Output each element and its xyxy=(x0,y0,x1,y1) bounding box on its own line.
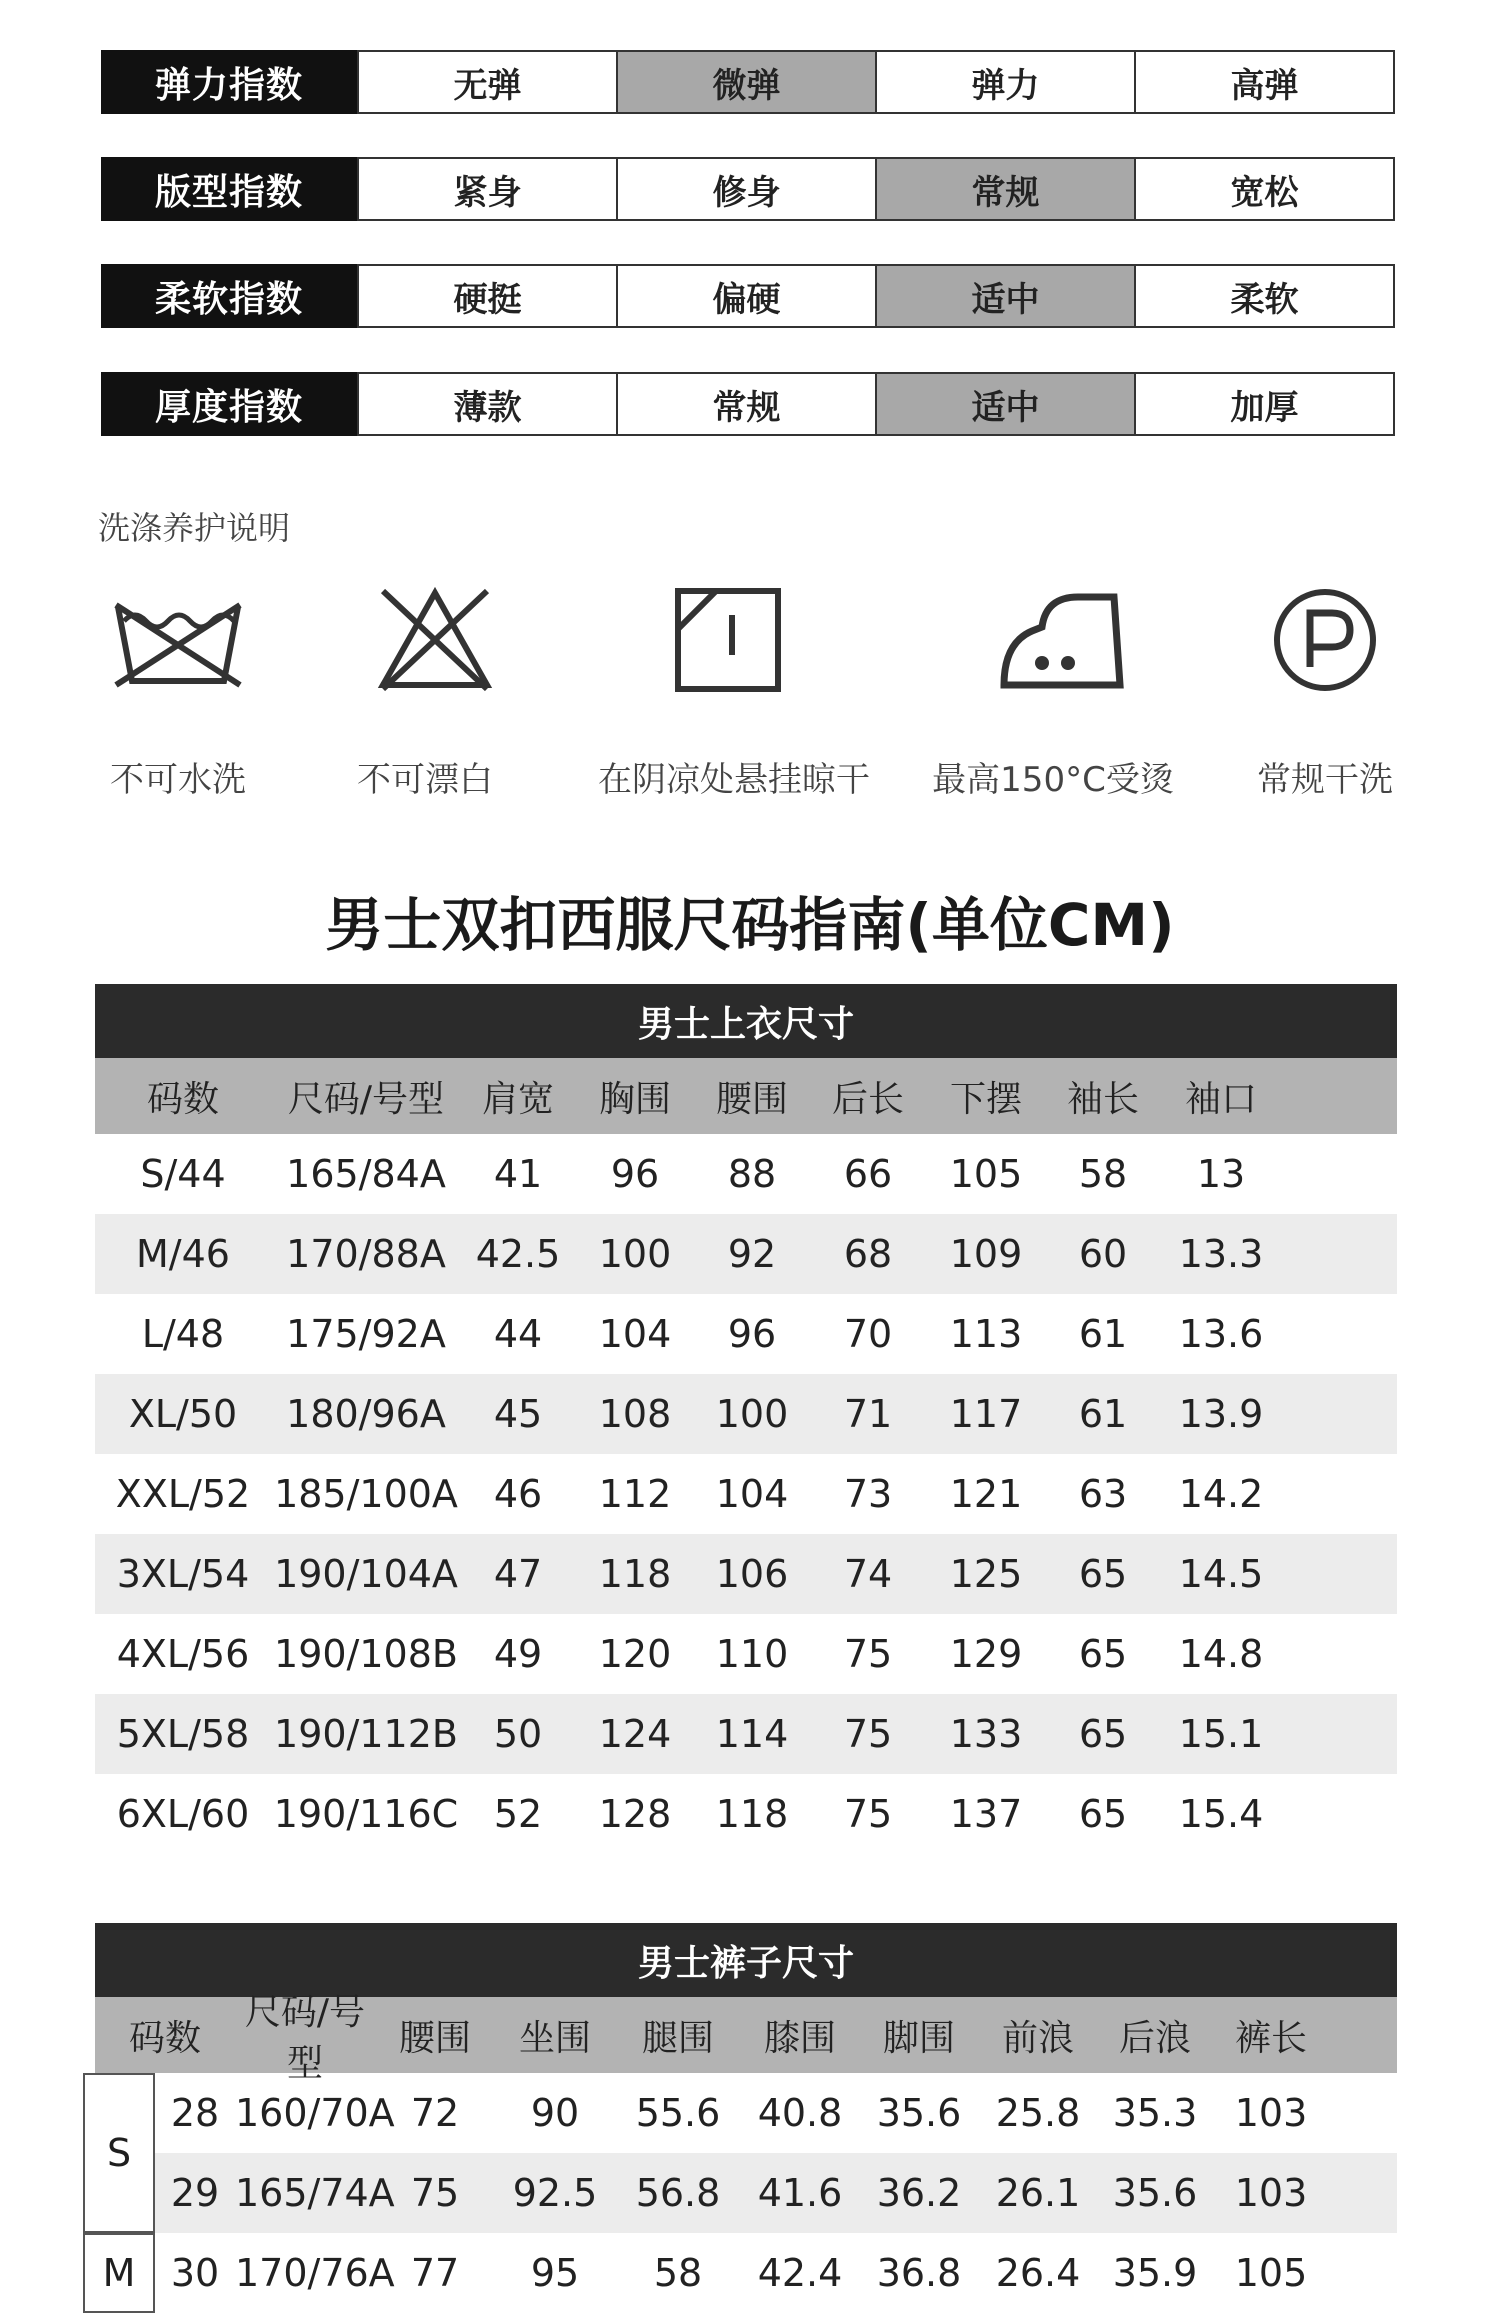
table-cell: 44 xyxy=(493,1312,543,1356)
table-cell: 35.3 xyxy=(1112,2091,1198,2135)
table-cell: 190/104A xyxy=(274,1552,458,1596)
table-cell: 58 xyxy=(1078,1152,1128,1196)
table-cell: XL/50 xyxy=(128,1392,238,1436)
index-option: 硬挺 xyxy=(357,264,618,328)
table-cell: S/44 xyxy=(140,1152,226,1196)
index-option: 柔软 xyxy=(1136,264,1395,328)
table-cell: 65 xyxy=(1078,1792,1128,1836)
table-row xyxy=(95,1534,1397,1614)
index-option: 宽松 xyxy=(1136,157,1395,221)
index-option-selected: 微弹 xyxy=(618,50,877,114)
table-cell: 35.9 xyxy=(1112,2251,1198,2295)
table-cell: 65 xyxy=(1078,1632,1128,1676)
table-cell: L/48 xyxy=(141,1312,225,1356)
table-cell: 92.5 xyxy=(512,2171,598,2215)
line-dry-shade-icon xyxy=(672,585,784,695)
table-row xyxy=(95,1294,1397,1374)
index-option: 加厚 xyxy=(1136,372,1395,436)
table-cell: 42.4 xyxy=(757,2251,843,2295)
table-cell: 50 xyxy=(493,1712,543,1756)
table-row xyxy=(155,2233,1397,2313)
table-cell: 49 xyxy=(493,1632,543,1676)
table-cell: 75 xyxy=(843,1792,893,1836)
table-cell: 45 xyxy=(493,1392,543,1436)
table-row xyxy=(95,1614,1397,1694)
column-header: 尺码/号型 xyxy=(244,1992,366,2084)
table-cell: 74 xyxy=(843,1552,893,1596)
table-cell: 4XL/56 xyxy=(116,1632,250,1676)
table-cell: 70 xyxy=(843,1312,893,1356)
index-label: 版型指数 xyxy=(101,157,357,221)
table-cell: 42.5 xyxy=(475,1232,561,1276)
table-cell: 14.8 xyxy=(1178,1632,1264,1676)
index-label: 厚度指数 xyxy=(101,372,357,436)
index-option: 修身 xyxy=(618,157,877,221)
table-cell: 41 xyxy=(493,1152,543,1196)
table-row xyxy=(95,1214,1397,1294)
table-cell: 128 xyxy=(598,1792,672,1836)
size-group xyxy=(95,2233,1397,2313)
top-table-title: 男士上衣尺寸 xyxy=(95,984,1397,1058)
table-cell: 133 xyxy=(949,1712,1023,1756)
table-cell: 113 xyxy=(949,1312,1023,1356)
no-wash-icon xyxy=(108,585,248,695)
column-header: 下摆 xyxy=(949,1078,1022,1120)
table-cell: 118 xyxy=(598,1552,672,1596)
table-cell: 55.6 xyxy=(635,2091,721,2135)
table-cell: 77 xyxy=(410,2251,460,2295)
column-header: 坐围 xyxy=(518,2017,591,2059)
table-cell: 165/74A xyxy=(235,2171,395,2215)
index-option-selected: 常规 xyxy=(877,157,1136,221)
column-header: 后长 xyxy=(831,1078,904,1120)
table-cell: 46 xyxy=(493,1472,543,1516)
table-cell: 96 xyxy=(610,1152,660,1196)
index-option: 无弹 xyxy=(357,50,618,114)
index-row xyxy=(101,372,1395,436)
table-cell: 13.3 xyxy=(1178,1232,1264,1276)
table-cell: 13 xyxy=(1196,1152,1246,1196)
table-cell: 47 xyxy=(493,1552,543,1596)
table-cell: 137 xyxy=(949,1792,1023,1836)
table-cell: 29 xyxy=(170,2171,220,2215)
size-group-label: M xyxy=(83,2233,155,2313)
table-cell: 15.1 xyxy=(1178,1712,1264,1756)
column-header: 尺码/号型 xyxy=(287,1078,445,1120)
table-cell: 35.6 xyxy=(1112,2171,1198,2215)
table-row xyxy=(95,1134,1397,1214)
table-cell: 13.6 xyxy=(1178,1312,1264,1356)
table-cell: 108 xyxy=(598,1392,672,1436)
table-cell: 71 xyxy=(843,1392,893,1436)
table-cell: 114 xyxy=(715,1712,789,1756)
care-label: 在阴凉处悬挂晾干 xyxy=(598,760,870,800)
column-header: 裤长 xyxy=(1234,2017,1307,2059)
table-cell: M/46 xyxy=(136,1232,230,1276)
no-bleach-icon xyxy=(375,585,495,695)
table-cell: 104 xyxy=(715,1472,789,1516)
table-row xyxy=(155,2153,1397,2233)
table-cell: 3XL/54 xyxy=(116,1552,250,1596)
table-cell: 61 xyxy=(1078,1312,1128,1356)
table-cell: 190/108B xyxy=(274,1632,458,1676)
table-cell: 73 xyxy=(843,1472,893,1516)
table-row xyxy=(95,1774,1397,1854)
table-cell: 14.5 xyxy=(1178,1552,1264,1596)
table-cell: 175/92A xyxy=(286,1312,446,1356)
table-cell: 170/88A xyxy=(286,1232,446,1276)
column-header: 袖口 xyxy=(1184,1078,1257,1120)
table-cell: 13.9 xyxy=(1178,1392,1264,1436)
column-header: 码数 xyxy=(146,1078,219,1120)
care-label: 不可漂白 xyxy=(357,760,493,800)
index-option: 紧身 xyxy=(357,157,618,221)
table-cell: 5XL/58 xyxy=(116,1712,250,1756)
index-option: 弹力 xyxy=(877,50,1136,114)
table-cell: 180/96A xyxy=(286,1392,446,1436)
table-cell: 6XL/60 xyxy=(116,1792,250,1836)
care-label: 不可水洗 xyxy=(110,760,246,800)
table-cell: 117 xyxy=(949,1392,1023,1436)
table-cell: 25.8 xyxy=(995,2091,1081,2135)
table-cell: 95 xyxy=(530,2251,580,2295)
index-option-selected: 适中 xyxy=(877,264,1136,328)
column-header: 胸围 xyxy=(598,1078,671,1120)
table-row xyxy=(95,1374,1397,1454)
table-row xyxy=(95,1454,1397,1534)
dry-clean-p-icon xyxy=(1270,585,1380,695)
table-cell: 170/76A xyxy=(235,2251,395,2295)
table-cell: 109 xyxy=(949,1232,1023,1276)
table-cell: 120 xyxy=(598,1632,672,1676)
pants-size-table xyxy=(95,1923,1397,2313)
table-cell: 36.8 xyxy=(876,2251,962,2295)
table-cell: 92 xyxy=(727,1232,777,1276)
table-cell: 60 xyxy=(1078,1232,1128,1276)
table-cell: 58 xyxy=(653,2251,703,2295)
table-cell: 121 xyxy=(949,1472,1023,1516)
size-group-label: S xyxy=(83,2073,155,2233)
care-label: 最高150°C受烫 xyxy=(932,760,1174,800)
table-cell: 106 xyxy=(715,1552,789,1596)
iron-150-icon xyxy=(990,585,1130,695)
table-cell: 104 xyxy=(598,1312,672,1356)
table-cell: 15.4 xyxy=(1178,1792,1264,1836)
top-size-table xyxy=(95,984,1397,1854)
table-cell: 63 xyxy=(1078,1472,1128,1516)
index-option: 常规 xyxy=(618,372,877,436)
table-row xyxy=(155,2073,1397,2153)
column-header: 脚围 xyxy=(882,2017,955,2059)
table-cell: 30 xyxy=(170,2251,220,2295)
index-row xyxy=(101,50,1395,114)
table-cell: 26.4 xyxy=(995,2251,1081,2295)
table-cell: 28 xyxy=(170,2091,220,2135)
table-cell: 90 xyxy=(530,2091,580,2135)
table-cell: 112 xyxy=(598,1472,672,1516)
table-cell: 88 xyxy=(727,1152,777,1196)
table-cell: 190/112B xyxy=(274,1712,458,1756)
table-cell: 160/70A xyxy=(235,2091,395,2135)
column-header: 腰围 xyxy=(715,1078,788,1120)
table-cell: 103 xyxy=(1234,2091,1308,2135)
table-cell: 36.2 xyxy=(876,2171,962,2215)
table-cell: 110 xyxy=(715,1632,789,1676)
column-header: 码数 xyxy=(128,2017,201,2059)
table-cell: 61 xyxy=(1078,1392,1128,1436)
column-header: 膝围 xyxy=(763,2017,836,2059)
pants-table-title: 男士裤子尺寸 xyxy=(95,1923,1397,1997)
table-cell: 65 xyxy=(1078,1552,1128,1596)
index-label: 弹力指数 xyxy=(101,50,357,114)
table-cell: 96 xyxy=(727,1312,777,1356)
table-cell: 41.6 xyxy=(757,2171,843,2215)
table-cell: 35.6 xyxy=(876,2091,962,2135)
table-cell: 75 xyxy=(410,2171,460,2215)
care-label: 常规干洗 xyxy=(1257,760,1393,800)
table-cell: 72 xyxy=(410,2091,460,2135)
table-cell: 26.1 xyxy=(995,2171,1081,2215)
table-cell: 66 xyxy=(843,1152,893,1196)
table-cell: 105 xyxy=(949,1152,1023,1196)
column-header: 前浪 xyxy=(1001,2017,1074,2059)
table-cell: 75 xyxy=(843,1712,893,1756)
table-cell: 52 xyxy=(493,1792,543,1836)
column-header: 腿围 xyxy=(641,2017,714,2059)
table-cell: 185/100A xyxy=(274,1472,458,1516)
table-cell: 56.8 xyxy=(635,2171,721,2215)
care-title: 洗涤养护说明 xyxy=(98,509,291,547)
table-cell: 68 xyxy=(843,1232,893,1276)
pants-table-header xyxy=(95,1992,1397,2084)
column-header: 后浪 xyxy=(1118,2017,1191,2059)
table-cell: 118 xyxy=(715,1792,789,1836)
column-header: 腰围 xyxy=(398,2017,471,2059)
table-cell: 190/116C xyxy=(273,1792,459,1836)
index-option: 偏硬 xyxy=(618,264,877,328)
index-option-selected: 适中 xyxy=(877,372,1136,436)
index-label: 柔软指数 xyxy=(101,264,357,328)
table-cell: 14.2 xyxy=(1178,1472,1264,1516)
table-cell: 75 xyxy=(843,1632,893,1676)
index-option: 高弹 xyxy=(1136,50,1395,114)
table-row xyxy=(95,1694,1397,1774)
table-cell: 129 xyxy=(949,1632,1023,1676)
table-cell: 40.8 xyxy=(757,2091,843,2135)
size-chart-title: 男士双扣西服尺码指南(单位CM) xyxy=(325,891,1175,959)
column-header: 袖长 xyxy=(1066,1078,1139,1120)
table-cell: 103 xyxy=(1234,2171,1308,2215)
column-header: 肩宽 xyxy=(481,1078,554,1120)
index-row xyxy=(101,157,1395,221)
table-cell: 124 xyxy=(598,1712,672,1756)
top-table-header xyxy=(95,1058,1397,1134)
table-cell: 165/84A xyxy=(286,1152,446,1196)
table-cell: 125 xyxy=(949,1552,1023,1596)
table-cell: 100 xyxy=(715,1392,789,1436)
table-cell: 65 xyxy=(1078,1712,1128,1756)
index-row xyxy=(101,264,1395,328)
size-group xyxy=(95,2073,1397,2233)
table-cell: 105 xyxy=(1234,2251,1308,2295)
table-cell: 100 xyxy=(598,1232,672,1276)
table-cell: XXL/52 xyxy=(115,1472,251,1516)
index-option: 薄款 xyxy=(357,372,618,436)
